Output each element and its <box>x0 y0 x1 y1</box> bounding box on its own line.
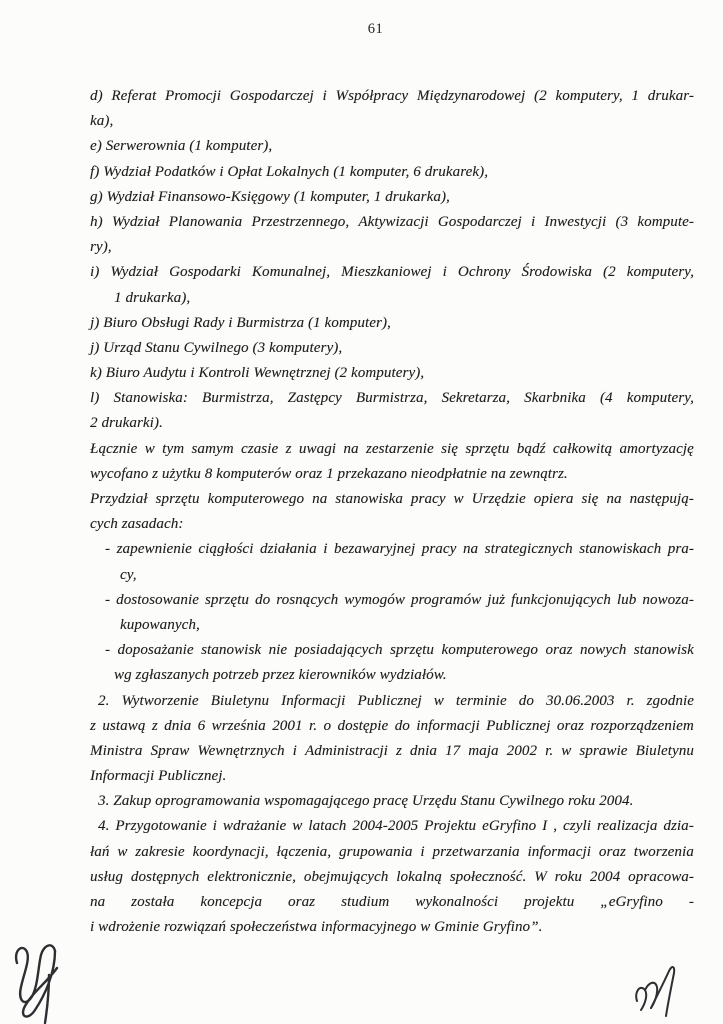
text-line: cy, <box>120 566 137 583</box>
body-text <box>90 84 694 940</box>
text-line: l) Stanowiska: Burmistrza, Zastępcy Burmistrza, Sekretarza, Skarbnika (4 komputery, <box>90 390 694 407</box>
text-line: z ustawą z dnia 6 września 2001 r. o dostępie do informacji Publicznej oraz rozporządzeniem <box>90 717 694 734</box>
text-line: - zapewnienie ciągłości działania i bezawaryjnej pracy na strategicznych stanowiskach pra- <box>105 541 694 558</box>
text-line: usług dostępnych elektronicznie, obejmujących lokalną społeczność. W roku 2004 opracowa- <box>90 868 694 885</box>
text-line: - doposażanie stanowisk nie posiadających sprzętu komputerowego oraz nowych stanowisk <box>105 642 694 659</box>
text-line: kupowanych, <box>120 616 200 633</box>
text-line: j) Biuro Obsługi Rady i Burmistrza (1 komputer), <box>90 314 391 331</box>
text-line: ry), <box>90 239 112 256</box>
text-line: ka), <box>90 113 114 130</box>
text-line: Informacji Publicznej. <box>90 768 227 785</box>
text-line: i wdrożenie rozwiązań społeczeństwa informacyjnego w Gminie Gryfino”. <box>90 919 543 936</box>
text-line: Ministra Spraw Wewnętrznych i Administracji z dnia 17 maja 2002 r. w sprawie Biuletynu <box>90 742 694 759</box>
text-line: łań w zakresie koordynacji, łączenia, grupowania i przetwarzania informacji oraz tworzenia <box>90 843 694 860</box>
text-line: 2. Wytworzenie Biuletynu Informacji Publicznej w terminie do 30.06.2003 r. zgodnie <box>98 692 694 709</box>
text-line: wg zgłaszanych potrzeb przez kierowników wydziałów. <box>114 667 447 684</box>
text-line: h) Wydział Planowania Przestrzennego, Aktywizacji Gospodarczej i Inwestycji (3 kompute- <box>90 213 694 230</box>
text-line: Przydział sprzętu komputerowego na stanowiska pracy w Urzędzie opiera się na następują- <box>90 491 694 507</box>
page-number: 61 <box>367 21 384 37</box>
text-line: j) Urząd Stanu Cywilnego (3 komputery), <box>90 339 343 356</box>
text-line: wycofano z użytku 8 komputerów oraz 1 przekazano nieodpłatnie na zewnątrz. <box>90 465 568 482</box>
text-line: na została koncepcja oraz studium wykonalności projektu „eGryfino - <box>90 894 694 910</box>
text-line: d) Referat Promocji Gospodarczej i Współpracy Międzynarodowej (2 komputery, 1 drukar- <box>90 88 694 104</box>
text-line: cych zasadach: <box>90 516 184 533</box>
text-line: f) Wydział Podatków i Opłat Lokalnych (1 komputer, 6 drukarek), <box>90 163 489 180</box>
text-line: g) Wydział Finansowo-Księgowy (1 komputer, 1 drukarka), <box>90 188 450 205</box>
text-line: 1 drukarka), <box>114 289 191 306</box>
text-line: - dostosowanie sprzętu do rosnących wymogów programów już funkcjonujących lub nowoza- <box>105 591 694 608</box>
text-line: 2 drukarki). <box>90 415 163 432</box>
text-line: Łącznie w tym samym czasie z uwagi na zestarzenie się sprzętu bądź całkowitą amortyzację <box>90 440 694 457</box>
text-line: e) Serwerownia (1 komputer), <box>90 138 273 155</box>
text-line: 3. Zakup oprogramowania wspomagającego pracę Urzędu Stanu Cywilnego roku 2004. <box>98 793 634 810</box>
text-line: k) Biuro Audytu i Kontroli Wewnętrznej (2 komputery), <box>90 365 425 382</box>
text-line: i) Wydział Gospodarki Komunalnej, Mieszkaniowej i Ochrony Środowiska (2 komputery, <box>90 264 694 281</box>
text-line: 4. Przygotowanie i wdrażanie w latach 2004-2005 Projektu eGryfino I , czyli realizacja dzia- <box>98 818 694 835</box>
